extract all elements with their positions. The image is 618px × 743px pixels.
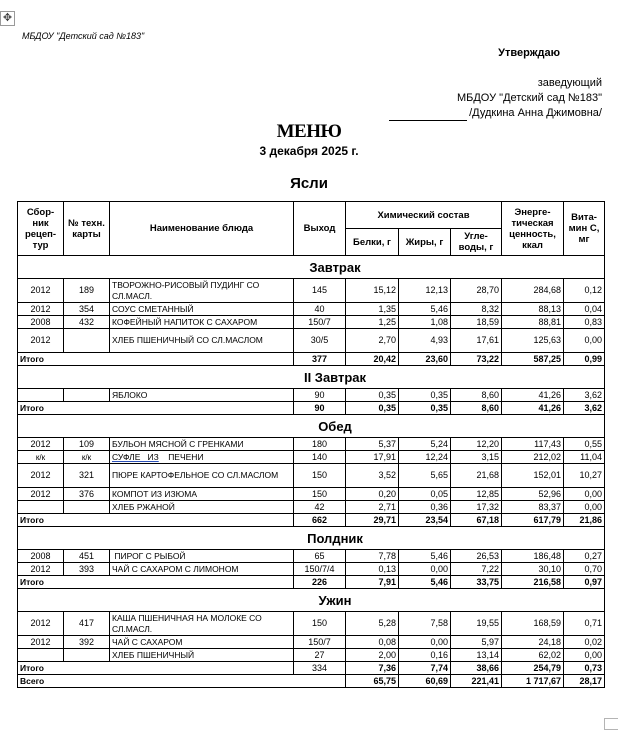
cell-fat: 0,35 — [399, 389, 451, 402]
cell-yield: 180 — [294, 438, 346, 451]
cell-protein: 2,70 — [346, 329, 399, 353]
cell-dish: КОФЕЙНЫЙ НАПИТОК С САХАРОМ — [110, 316, 294, 329]
total-vitamin-c: 0,99 — [564, 353, 605, 366]
cell-energy: 284,68 — [502, 279, 564, 303]
cell-carbs: 18,59 — [451, 316, 502, 329]
table-row — [18, 316, 605, 329]
total-carbs: 67,18 — [451, 514, 502, 527]
signer-position: заведующий — [537, 77, 602, 89]
cell-dish: КОМПОТ ИЗ ИЗЮМА — [110, 488, 294, 501]
total-fat: 7,74 — [399, 662, 451, 675]
cell-protein: 2,71 — [346, 501, 399, 514]
cell-protein: 0,13 — [346, 563, 399, 576]
meal-title: Завтрак — [309, 259, 361, 275]
col-header-vitamin-c: Вита-мин С, мг — [564, 202, 605, 256]
cell-carbs: 21,68 — [451, 464, 502, 488]
cell-tech-card — [64, 389, 110, 402]
cell-carbs: 5,97 — [451, 636, 502, 649]
cell-dish — [110, 451, 294, 464]
total-yield: 90 — [294, 402, 346, 415]
total-fat: 5,46 — [399, 576, 451, 589]
approve-label: Утверждаю — [498, 47, 560, 59]
cell-tech-card — [64, 501, 110, 514]
cell-yield: 27 — [294, 649, 346, 662]
cell-yield: 150 — [294, 464, 346, 488]
cell-collection: 2012 — [18, 464, 64, 488]
col-header-protein: Белки, г — [346, 229, 399, 256]
cell-fat: 4,93 — [399, 329, 451, 353]
cell-protein: 0,08 — [346, 636, 399, 649]
cell-energy: 88,81 — [502, 316, 564, 329]
meal-title: Ужин — [318, 592, 352, 608]
cell-energy: 62,02 — [502, 649, 564, 662]
signature-blank — [389, 109, 467, 121]
total-vitamin-c: 3,62 — [564, 402, 605, 415]
cell-energy: 125,63 — [502, 329, 564, 353]
cell-vitamin-c: 0,70 — [564, 563, 605, 576]
cell-vitamin-c: 0,00 — [564, 649, 605, 662]
cell-yield: 65 — [294, 550, 346, 563]
cell-vitamin-c: 0,00 — [564, 329, 605, 353]
cell-fat: 12,24 — [399, 451, 451, 464]
cell-yield: 90 — [294, 389, 346, 402]
table-row — [18, 438, 605, 451]
cell-collection: 2012 — [18, 636, 64, 649]
col-header-fat: Жиры, г — [399, 229, 451, 256]
meal-header-lunch — [18, 415, 605, 438]
signature-block — [389, 76, 602, 121]
cell-carbs: 3,15 — [451, 451, 502, 464]
meal-title: II Завтрак — [303, 369, 367, 385]
cell-protein: 15,12 — [346, 279, 399, 303]
cell-carbs: 13,14 — [451, 649, 502, 662]
total-row — [18, 402, 605, 415]
cell-fat: 5,46 — [399, 303, 451, 316]
cell-energy: 52,96 — [502, 488, 564, 501]
total-label: Итого — [18, 402, 294, 415]
total-yield: 226 — [294, 576, 346, 589]
cell-protein: 5,28 — [346, 612, 399, 636]
meal-title: Обед — [318, 418, 352, 434]
cell-collection: 2012 — [18, 279, 64, 303]
table-row — [18, 501, 605, 514]
total-vitamin-c: 21,86 — [564, 514, 605, 527]
cell-energy: 83,37 — [502, 501, 564, 514]
total-carbs: 33,75 — [451, 576, 502, 589]
cell-tech-card: 432 — [64, 316, 110, 329]
grand-total-label: Всего — [18, 675, 346, 688]
table-row — [18, 488, 605, 501]
cell-dish: ХЛЕБ РЖАНОЙ — [110, 501, 294, 514]
cell-vitamin-c: 0,55 — [564, 438, 605, 451]
table-row — [18, 303, 605, 316]
spellcheck-underlined-text: СУФЛЕ ИЗ — [112, 451, 159, 462]
cell-vitamin-c: 10,27 — [564, 464, 605, 488]
cell-collection: 2008 — [18, 316, 64, 329]
cell-tech-card: 417 — [64, 612, 110, 636]
cell-tech-card: 376 — [64, 488, 110, 501]
organization-name-top: МБДОУ "Детский сад №183" — [22, 31, 145, 41]
meal-header-dinner — [18, 589, 605, 612]
cell-tech-card — [64, 649, 110, 662]
total-carbs: 8,60 — [451, 402, 502, 415]
total-row — [18, 514, 605, 527]
cell-dish: КАША ПШЕНИЧНАЯ НА МОЛОКЕ СО СЛ.МАСЛ. — [110, 612, 294, 636]
menu-date: 3 декабря 2025 г. — [259, 144, 359, 158]
total-energy: 617,79 — [502, 514, 564, 527]
table-row — [18, 279, 605, 303]
total-fat: 23,54 — [399, 514, 451, 527]
cell-vitamin-c: 0,27 — [564, 550, 605, 563]
cell-dish: СОУС СМЕТАННЫЙ — [110, 303, 294, 316]
cell-vitamin-c: 11,04 — [564, 451, 605, 464]
total-row — [18, 662, 605, 675]
cell-protein: 5,37 — [346, 438, 399, 451]
cell-vitamin-c: 0,00 — [564, 488, 605, 501]
col-header-collection: Сбор-ник рецеп-тур — [18, 202, 64, 256]
total-vitamin-c: 0,97 — [564, 576, 605, 589]
cell-tech-card: 189 — [64, 279, 110, 303]
signature-line — [389, 106, 602, 121]
table-row — [18, 649, 605, 662]
cell-dish: БУЛЬОН МЯСНОЙ С ГРЕНКАМИ — [110, 438, 294, 451]
cell-carbs: 7,22 — [451, 563, 502, 576]
total-energy: 254,79 — [502, 662, 564, 675]
cell-dish: ПИРОГ С РЫБОЙ — [110, 550, 294, 563]
total-protein: 29,71 — [346, 514, 399, 527]
cell-protein: 0,35 — [346, 389, 399, 402]
cell-energy: 30,10 — [502, 563, 564, 576]
table-row — [18, 636, 605, 649]
meal-header-afternoon-snack — [18, 527, 605, 550]
grand-total-fat: 60,69 — [399, 675, 451, 688]
signer-organization: МБДОУ "Детский сад №183" — [456, 92, 602, 104]
cell-dish: ПЮРЕ КАРТОФЕЛЬНОЕ СО СЛ.МАСЛОМ — [110, 464, 294, 488]
cell-protein: 1,25 — [346, 316, 399, 329]
menu-table — [17, 201, 605, 688]
cell-tech-card: 109 — [64, 438, 110, 451]
grand-total-protein: 65,75 — [346, 675, 399, 688]
table-move-handle-icon[interactable]: ✥ — [0, 11, 15, 26]
page-title: МЕНЮ — [276, 121, 342, 142]
cell-yield: 145 — [294, 279, 346, 303]
cell-energy: 88,13 — [502, 303, 564, 316]
cell-carbs: 17,32 — [451, 501, 502, 514]
table-row — [18, 550, 605, 563]
total-label: Итого — [18, 353, 294, 366]
cell-yield: 150 — [294, 612, 346, 636]
total-yield: 662 — [294, 514, 346, 527]
cell-protein: 3,52 — [346, 464, 399, 488]
cell-yield: 150/7 — [294, 316, 346, 329]
col-header-tech-card: № техн. карты — [64, 202, 110, 256]
cell-carbs: 8,60 — [451, 389, 502, 402]
cell-energy: 168,59 — [502, 612, 564, 636]
cell-dish: ТВОРОЖНО-РИСОВЫЙ ПУДИНГ СО СЛ.МАСЛ. — [110, 279, 294, 303]
cell-collection: 2012 — [18, 488, 64, 501]
total-fat: 23,60 — [399, 353, 451, 366]
col-header-dish: Наименование блюда — [110, 202, 294, 256]
cell-carbs: 12,85 — [451, 488, 502, 501]
total-protein: 7,36 — [346, 662, 399, 675]
total-energy: 216,58 — [502, 576, 564, 589]
cell-dish: ЧАЙ С САХАРОМ С ЛИМОНОМ — [110, 563, 294, 576]
cell-energy: 117,43 — [502, 438, 564, 451]
col-header-energy: Энерге-тическая ценность, ккал — [502, 202, 564, 256]
cell-tech-card: 354 — [64, 303, 110, 316]
cell-tech-card: к/к — [64, 451, 110, 464]
cell-carbs: 28,70 — [451, 279, 502, 303]
total-energy: 587,25 — [502, 353, 564, 366]
group-name: Ясли — [290, 175, 328, 192]
grand-total-vitamin-c: 28,17 — [564, 675, 605, 688]
cell-fat: 1,08 — [399, 316, 451, 329]
meal-header-second-breakfast — [18, 366, 605, 389]
table-row — [18, 329, 605, 353]
cell-vitamin-c: 0,83 — [564, 316, 605, 329]
cell-tech-card: 392 — [64, 636, 110, 649]
cell-tech-card: 321 — [64, 464, 110, 488]
cell-fat: 5,65 — [399, 464, 451, 488]
cell-collection — [18, 389, 64, 402]
table-row — [18, 612, 605, 636]
cell-carbs: 8,32 — [451, 303, 502, 316]
cell-protein: 7,78 — [346, 550, 399, 563]
dish-text: ПЕЧЕНИ — [168, 451, 204, 462]
grand-total-energy: 1 717,67 — [502, 675, 564, 688]
cell-dish: ХЛЕБ ПШЕНИЧНЫЙ — [110, 649, 294, 662]
cell-carbs: 19,55 — [451, 612, 502, 636]
total-label: Итого — [18, 514, 294, 527]
total-carbs: 73,22 — [451, 353, 502, 366]
col-header-yield: Выход — [294, 202, 346, 256]
cell-collection: 2012 — [18, 329, 64, 353]
cell-yield: 30/5 — [294, 329, 346, 353]
cell-protein: 1,35 — [346, 303, 399, 316]
cell-yield: 150 — [294, 488, 346, 501]
total-row — [18, 576, 605, 589]
total-label: Итого — [18, 662, 294, 675]
signer-name: /Дудкина Анна Джимовна/ — [469, 107, 602, 119]
cell-fat: 0,36 — [399, 501, 451, 514]
cell-yield: 150/7 — [294, 636, 346, 649]
cell-energy: 24,18 — [502, 636, 564, 649]
cell-collection: 2012 — [18, 438, 64, 451]
total-row — [18, 353, 605, 366]
cell-vitamin-c: 0,04 — [564, 303, 605, 316]
table-row — [18, 451, 605, 464]
total-yield: 334 — [294, 662, 346, 675]
cell-fat: 0,05 — [399, 488, 451, 501]
table-row — [18, 389, 605, 402]
table-resize-handle[interactable] — [604, 718, 618, 730]
col-header-chemical: Химический состав — [346, 202, 502, 229]
total-protein: 7,91 — [346, 576, 399, 589]
cell-collection — [18, 649, 64, 662]
cell-energy: 41,26 — [502, 389, 564, 402]
cell-dish: ЯБЛОКО — [110, 389, 294, 402]
cell-vitamin-c: 0,02 — [564, 636, 605, 649]
cell-fat: 0,16 — [399, 649, 451, 662]
total-fat: 0,35 — [399, 402, 451, 415]
cell-protein: 2,00 — [346, 649, 399, 662]
cell-carbs: 17,61 — [451, 329, 502, 353]
cell-fat: 7,58 — [399, 612, 451, 636]
table-row — [18, 563, 605, 576]
cell-fat: 5,24 — [399, 438, 451, 451]
cell-fat: 12,13 — [399, 279, 451, 303]
total-label: Итого — [18, 576, 294, 589]
total-protein: 0,35 — [346, 402, 399, 415]
cell-yield: 42 — [294, 501, 346, 514]
meal-title: Полдник — [307, 530, 363, 546]
cell-vitamin-c: 0,71 — [564, 612, 605, 636]
total-energy: 41,26 — [502, 402, 564, 415]
cell-tech-card: 451 — [64, 550, 110, 563]
cell-vitamin-c: 0,00 — [564, 501, 605, 514]
cell-collection — [18, 501, 64, 514]
grand-total-carbs: 221,41 — [451, 675, 502, 688]
cell-carbs: 12,20 — [451, 438, 502, 451]
cell-collection: 2012 — [18, 563, 64, 576]
meal-header-breakfast — [18, 256, 605, 279]
table-row — [18, 464, 605, 488]
cell-yield: 40 — [294, 303, 346, 316]
cell-energy: 212,02 — [502, 451, 564, 464]
total-protein: 20,42 — [346, 353, 399, 366]
cell-carbs: 26,53 — [451, 550, 502, 563]
cell-collection: к/к — [18, 451, 64, 464]
cell-dish: ХЛЕБ ПШЕНИЧНЫЙ СО СЛ.МАСЛОМ — [110, 329, 294, 353]
cell-yield: 150/7/4 — [294, 563, 346, 576]
cell-fat: 5,46 — [399, 550, 451, 563]
cell-vitamin-c: 3,62 — [564, 389, 605, 402]
col-header-carbs: Угле-воды, г — [451, 229, 502, 256]
cell-yield: 140 — [294, 451, 346, 464]
cell-dish: ЧАЙ С САХАРОМ — [110, 636, 294, 649]
cell-collection: 2012 — [18, 303, 64, 316]
cell-protein: 0,20 — [346, 488, 399, 501]
cell-collection: 2012 — [18, 612, 64, 636]
cell-vitamin-c: 0,12 — [564, 279, 605, 303]
total-vitamin-c: 0,73 — [564, 662, 605, 675]
cell-energy: 186,48 — [502, 550, 564, 563]
total-yield: 377 — [294, 353, 346, 366]
cell-tech-card — [64, 329, 110, 353]
cell-energy: 152,01 — [502, 464, 564, 488]
cell-protein: 17,91 — [346, 451, 399, 464]
cell-collection: 2008 — [18, 550, 64, 563]
cell-fat: 0,00 — [399, 563, 451, 576]
cell-fat: 0,00 — [399, 636, 451, 649]
cell-tech-card: 393 — [64, 563, 110, 576]
total-carbs: 38,66 — [451, 662, 502, 675]
grand-total-row — [18, 675, 605, 688]
